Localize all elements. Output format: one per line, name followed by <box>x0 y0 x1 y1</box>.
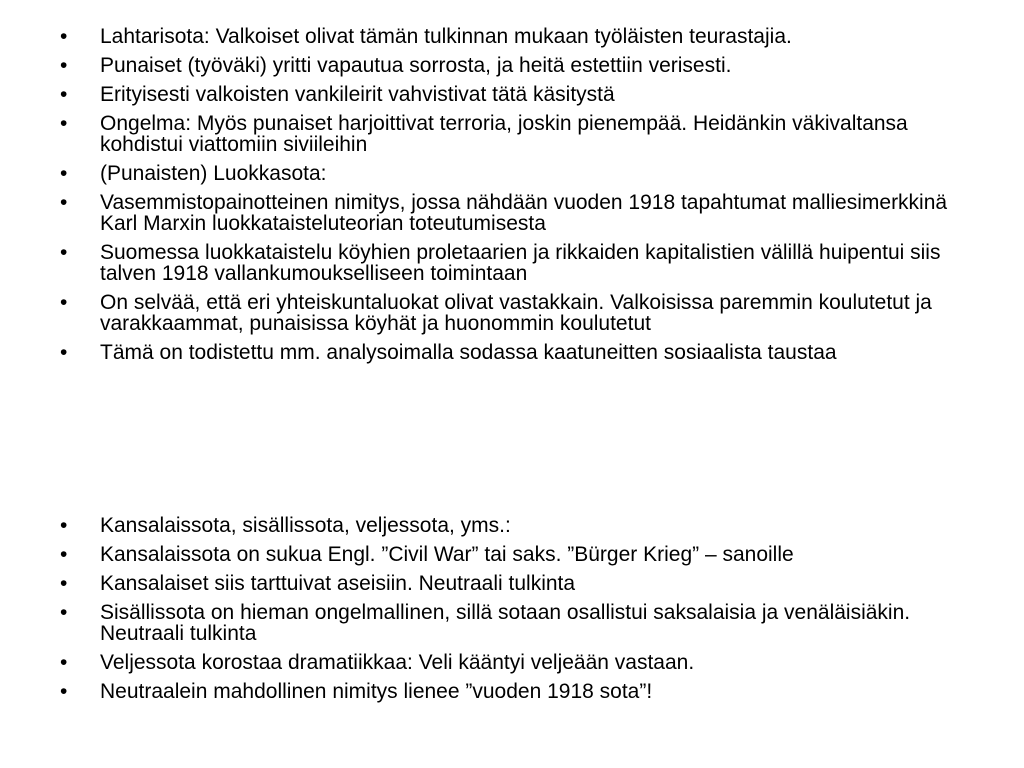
bullet-icon: • <box>60 572 68 595</box>
list-item <box>60 113 980 155</box>
bullet-icon: • <box>60 680 68 703</box>
list-item <box>60 292 980 334</box>
bullet-icon: • <box>60 341 68 364</box>
list-item-text: Lahtarisota: Valkoiset olivat tämän tulkinnan mukaan työläisten teurastajia. <box>100 25 792 48</box>
list-item-text: Tämä on todistettu mm. analysoimalla sodassa kaatuneitten sosiaalista taustaa <box>100 341 837 364</box>
bullet-list-neutral-names <box>60 515 980 710</box>
bullet-icon: • <box>60 162 68 185</box>
list-item-text: Kansalaissota, sisällissota, veljessota, yms.: <box>100 514 511 537</box>
list-item-text: (Punaisten) Luokkasota: <box>100 162 327 185</box>
list-item-text: Sisällissota on hieman ongelmallinen, sillä sotaan osallistui saksalaisia ja venäläisiäkin. Neutraali tulkinta <box>100 601 911 645</box>
bullet-icon: • <box>60 601 68 624</box>
bullet-icon: • <box>60 25 68 48</box>
bullet-icon: • <box>60 241 68 264</box>
bullet-icon: • <box>60 191 68 214</box>
bullet-icon: • <box>60 543 68 566</box>
bullet-icon: • <box>60 112 68 135</box>
list-item <box>60 55 980 76</box>
bullet-icon: • <box>60 83 68 106</box>
list-item-text: Kansalaiset siis tarttuivat aseisiin. Neutraali tulkinta <box>100 572 576 595</box>
list-item-text: Punaiset (työväki) yritti vapautua sorrosta, ja heitä estettiin verisesti. <box>100 54 732 77</box>
bullet-list-war-names <box>60 26 980 371</box>
list-item-text: Ongelma: Myös punaiset harjoittivat terroria, joskin pienempää. Heidänkin väkivaltansa kohdistui viattomiin siviileihin <box>100 112 908 156</box>
list-item <box>60 573 980 594</box>
list-item <box>60 515 980 536</box>
list-item-text: Neutraalein mahdollinen nimitys lienee ”vuoden 1918 sota”! <box>100 680 653 703</box>
list-item-text: Vasemmistopainotteinen nimitys, jossa nähdään vuoden 1918 tapahtumat malliesimerkkinä Karl Marxin luokkataisteluteorian toteutumisesta <box>100 191 948 235</box>
list-item <box>60 163 980 184</box>
list-item <box>60 544 980 565</box>
list-item-text: On selvää, että eri yhteiskuntaluokat olivat vastakkain. Valkoisissa paremmin koulutetut ja varakkaammat, punaisissa köyhät ja huonommin koulutetut <box>100 291 932 335</box>
list-item <box>60 652 980 673</box>
list-item <box>60 602 980 644</box>
bullet-icon: • <box>60 291 68 314</box>
list-item <box>60 84 980 105</box>
bullet-icon: • <box>60 514 68 537</box>
list-item <box>60 242 980 284</box>
list-item <box>60 26 980 47</box>
list-item <box>60 681 980 702</box>
list-item <box>60 342 980 363</box>
list-item-text: Suomessa luokkataistelu köyhien proletaarien ja rikkaiden kapitalistien välillä huipentui siis talven 1918 vallankumoukselliseen toimintaan <box>100 241 941 285</box>
list-item-text: Kansalaissota on sukua Engl. ”Civil War” tai saks. ”Bürger Krieg” – sanoille <box>100 543 794 566</box>
list-item <box>60 192 980 234</box>
bullet-icon: • <box>60 651 68 674</box>
list-item-text: Veljessota korostaa dramatiikkaa: Veli kääntyi veljeään vastaan. <box>100 651 695 674</box>
bullet-icon: • <box>60 54 68 77</box>
list-item-text: Erityisesti valkoisten vankileirit vahvistivat tätä käsitystä <box>100 83 615 106</box>
